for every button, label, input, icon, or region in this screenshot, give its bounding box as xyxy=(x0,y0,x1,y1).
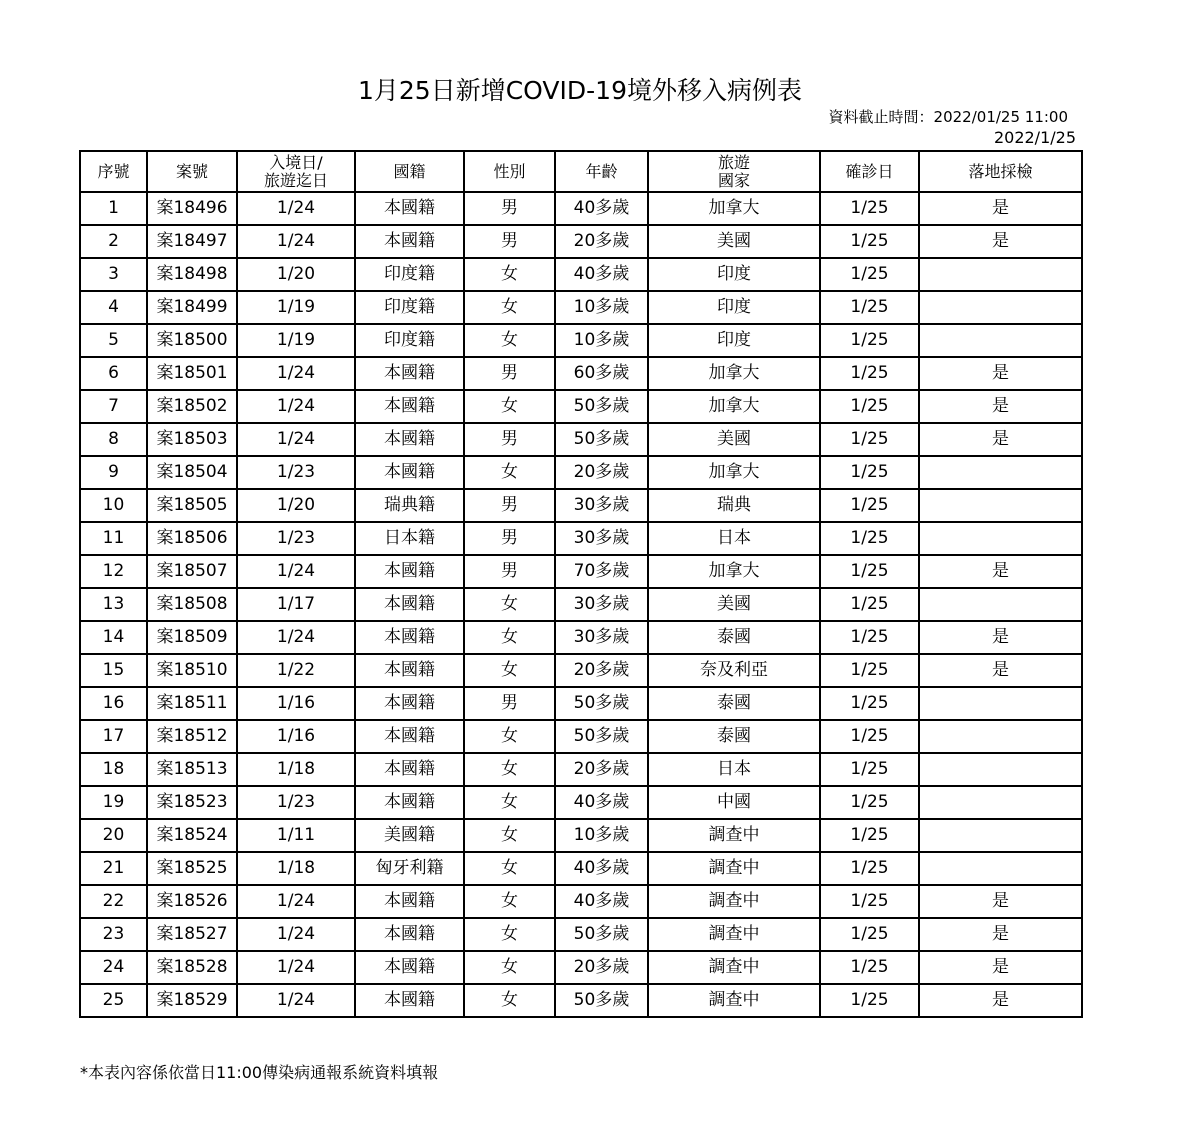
header-entry-date xyxy=(237,151,355,192)
case-table xyxy=(79,150,1083,1018)
cell-seq: 22 xyxy=(80,885,147,918)
cell-case-number: 案18503 xyxy=(147,423,237,456)
cell-seq: 10 xyxy=(80,489,147,522)
cell-entry-date: 1/23 xyxy=(237,456,355,489)
cell-landing-test: 是 xyxy=(919,654,1082,687)
cell-landing-test xyxy=(919,324,1082,357)
cell-entry-date: 1/20 xyxy=(237,489,355,522)
table-row xyxy=(80,852,1082,885)
cell-nationality: 本國籍 xyxy=(355,456,464,489)
cell-sex: 男 xyxy=(464,489,555,522)
header-sex: 性別 xyxy=(464,151,555,192)
cell-landing-test: 是 xyxy=(919,390,1082,423)
cell-seq: 19 xyxy=(80,786,147,819)
cell-case-number: 案18509 xyxy=(147,621,237,654)
cell-landing-test: 是 xyxy=(919,885,1082,918)
cell-case-number: 案18512 xyxy=(147,720,237,753)
cell-sex: 女 xyxy=(464,918,555,951)
cell-sex: 女 xyxy=(464,390,555,423)
cell-age: 30多歲 xyxy=(555,489,648,522)
cell-entry-date: 1/23 xyxy=(237,786,355,819)
cell-sex: 男 xyxy=(464,357,555,390)
cell-case-number: 案18502 xyxy=(147,390,237,423)
cell-travel-country: 調查中 xyxy=(648,819,820,852)
cell-travel-country: 印度 xyxy=(648,291,820,324)
cell-sex: 女 xyxy=(464,720,555,753)
cell-age: 30多歲 xyxy=(555,621,648,654)
cell-age: 20多歲 xyxy=(555,225,648,258)
cell-entry-date: 1/19 xyxy=(237,291,355,324)
cell-age: 20多歲 xyxy=(555,951,648,984)
cell-seq: 8 xyxy=(80,423,147,456)
cell-case-number: 案18498 xyxy=(147,258,237,291)
cell-sex: 女 xyxy=(464,786,555,819)
cell-case-number: 案18507 xyxy=(147,555,237,588)
cell-seq: 13 xyxy=(80,588,147,621)
cell-landing-test xyxy=(919,753,1082,786)
cell-landing-test xyxy=(919,489,1082,522)
cell-seq: 2 xyxy=(80,225,147,258)
cell-travel-country: 泰國 xyxy=(648,720,820,753)
cell-case-number: 案18523 xyxy=(147,786,237,819)
table-row xyxy=(80,918,1082,951)
cell-nationality: 美國籍 xyxy=(355,819,464,852)
cell-landing-test xyxy=(919,687,1082,720)
cell-age: 40多歲 xyxy=(555,852,648,885)
cell-age: 50多歲 xyxy=(555,720,648,753)
cell-sex: 男 xyxy=(464,423,555,456)
cell-travel-country: 加拿大 xyxy=(648,192,820,225)
cell-case-number: 案18496 xyxy=(147,192,237,225)
table-row xyxy=(80,687,1082,720)
header-entry-line1: 入境日/ xyxy=(269,152,323,172)
cell-travel-country: 泰國 xyxy=(648,687,820,720)
table-row xyxy=(80,621,1082,654)
cell-age: 30多歲 xyxy=(555,588,648,621)
cell-nationality: 本國籍 xyxy=(355,225,464,258)
header-age: 年齡 xyxy=(555,151,648,192)
header-seq: 序號 xyxy=(80,151,147,192)
cell-confirm-date: 1/25 xyxy=(820,819,919,852)
cell-nationality: 本國籍 xyxy=(355,390,464,423)
cell-age: 50多歲 xyxy=(555,423,648,456)
cell-travel-country: 美國 xyxy=(648,423,820,456)
cell-landing-test xyxy=(919,258,1082,291)
table-row xyxy=(80,885,1082,918)
cell-case-number: 案18500 xyxy=(147,324,237,357)
cell-landing-test: 是 xyxy=(919,984,1082,1017)
cell-travel-country: 中國 xyxy=(648,786,820,819)
table-row xyxy=(80,654,1082,687)
table-row xyxy=(80,258,1082,291)
table-row xyxy=(80,951,1082,984)
cell-nationality: 本國籍 xyxy=(355,786,464,819)
cell-nationality: 本國籍 xyxy=(355,753,464,786)
cell-seq: 15 xyxy=(80,654,147,687)
cell-sex: 女 xyxy=(464,885,555,918)
cell-confirm-date: 1/25 xyxy=(820,687,919,720)
cell-confirm-date: 1/25 xyxy=(820,918,919,951)
cell-confirm-date: 1/25 xyxy=(820,291,919,324)
cell-seq: 11 xyxy=(80,522,147,555)
cell-seq: 18 xyxy=(80,753,147,786)
cell-sex: 女 xyxy=(464,588,555,621)
cell-sex: 女 xyxy=(464,753,555,786)
cell-entry-date: 1/24 xyxy=(237,951,355,984)
cell-entry-date: 1/18 xyxy=(237,753,355,786)
cell-confirm-date: 1/25 xyxy=(820,720,919,753)
cell-age: 40多歲 xyxy=(555,786,648,819)
table-row xyxy=(80,786,1082,819)
cell-seq: 17 xyxy=(80,720,147,753)
cell-seq: 3 xyxy=(80,258,147,291)
cell-sex: 男 xyxy=(464,522,555,555)
cell-entry-date: 1/24 xyxy=(237,918,355,951)
cell-confirm-date: 1/25 xyxy=(820,621,919,654)
table-row xyxy=(80,555,1082,588)
cell-sex: 女 xyxy=(464,951,555,984)
cell-seq: 12 xyxy=(80,555,147,588)
table-row xyxy=(80,357,1082,390)
cell-confirm-date: 1/25 xyxy=(820,885,919,918)
header-travel-country xyxy=(648,151,820,192)
cell-landing-test: 是 xyxy=(919,951,1082,984)
header-entry-line2: 旅遊迄日 xyxy=(263,170,328,190)
cell-age: 30多歲 xyxy=(555,522,648,555)
cell-confirm-date: 1/25 xyxy=(820,786,919,819)
cell-travel-country: 加拿大 xyxy=(648,390,820,423)
table-row xyxy=(80,588,1082,621)
cell-nationality: 本國籍 xyxy=(355,555,464,588)
cell-confirm-date: 1/25 xyxy=(820,654,919,687)
cell-sex: 女 xyxy=(464,819,555,852)
cell-travel-country: 日本 xyxy=(648,522,820,555)
cell-seq: 7 xyxy=(80,390,147,423)
cell-confirm-date: 1/25 xyxy=(820,324,919,357)
cell-confirm-date: 1/25 xyxy=(820,984,919,1017)
cell-sex: 男 xyxy=(464,192,555,225)
table-row xyxy=(80,291,1082,324)
cell-sex: 男 xyxy=(464,687,555,720)
cell-case-number: 案18508 xyxy=(147,588,237,621)
cell-sex: 女 xyxy=(464,291,555,324)
cell-travel-country: 加拿大 xyxy=(648,357,820,390)
cell-nationality: 印度籍 xyxy=(355,324,464,357)
header-travel-line1: 旅遊 xyxy=(717,152,750,172)
cell-landing-test xyxy=(919,588,1082,621)
cell-confirm-date: 1/25 xyxy=(820,258,919,291)
table-row xyxy=(80,489,1082,522)
case-rows xyxy=(80,192,1082,1017)
cell-nationality: 本國籍 xyxy=(355,885,464,918)
cell-seq: 16 xyxy=(80,687,147,720)
cell-travel-country: 調查中 xyxy=(648,918,820,951)
cell-age: 10多歲 xyxy=(555,819,648,852)
cell-confirm-date: 1/25 xyxy=(820,192,919,225)
cell-age: 60多歲 xyxy=(555,357,648,390)
cell-entry-date: 1/18 xyxy=(237,852,355,885)
cell-nationality: 匈牙利籍 xyxy=(355,852,464,885)
cell-nationality: 本國籍 xyxy=(355,654,464,687)
cell-sex: 女 xyxy=(464,852,555,885)
cell-seq: 14 xyxy=(80,621,147,654)
cell-case-number: 案18525 xyxy=(147,852,237,885)
table-row xyxy=(80,819,1082,852)
cell-entry-date: 1/20 xyxy=(237,258,355,291)
table-row xyxy=(80,423,1082,456)
page-title: 1月25日新增COVID-19境外移入病例表 xyxy=(358,76,802,105)
cell-nationality: 本國籍 xyxy=(355,918,464,951)
cell-age: 20多歲 xyxy=(555,654,648,687)
cell-age: 50多歲 xyxy=(555,984,648,1017)
cell-seq: 4 xyxy=(80,291,147,324)
cell-nationality: 本國籍 xyxy=(355,951,464,984)
cell-sex: 女 xyxy=(464,984,555,1017)
cell-confirm-date: 1/25 xyxy=(820,357,919,390)
cell-entry-date: 1/16 xyxy=(237,720,355,753)
cell-travel-country: 美國 xyxy=(648,225,820,258)
cell-travel-country: 調查中 xyxy=(648,852,820,885)
cell-sex: 女 xyxy=(464,456,555,489)
cell-landing-test: 是 xyxy=(919,621,1082,654)
cell-confirm-date: 1/25 xyxy=(820,423,919,456)
header-row xyxy=(80,151,1082,192)
header-landing-test: 落地採檢 xyxy=(919,151,1082,192)
cell-travel-country: 印度 xyxy=(648,258,820,291)
cell-travel-country: 調查中 xyxy=(648,951,820,984)
cell-confirm-date: 1/25 xyxy=(820,588,919,621)
cell-entry-date: 1/24 xyxy=(237,225,355,258)
cell-entry-date: 1/24 xyxy=(237,357,355,390)
cell-entry-date: 1/22 xyxy=(237,654,355,687)
cell-travel-country: 加拿大 xyxy=(648,555,820,588)
cell-case-number: 案18529 xyxy=(147,984,237,1017)
cell-entry-date: 1/24 xyxy=(237,390,355,423)
cell-entry-date: 1/24 xyxy=(237,192,355,225)
cell-case-number: 案18528 xyxy=(147,951,237,984)
cell-sex: 女 xyxy=(464,324,555,357)
cell-case-number: 案18504 xyxy=(147,456,237,489)
table-row xyxy=(80,522,1082,555)
cell-travel-country: 調查中 xyxy=(648,984,820,1017)
table-row xyxy=(80,984,1082,1017)
cell-confirm-date: 1/25 xyxy=(820,489,919,522)
cell-landing-test: 是 xyxy=(919,357,1082,390)
cell-nationality: 本國籍 xyxy=(355,192,464,225)
cell-age: 40多歲 xyxy=(555,258,648,291)
cell-confirm-date: 1/25 xyxy=(820,753,919,786)
cell-landing-test xyxy=(919,456,1082,489)
cell-entry-date: 1/19 xyxy=(237,324,355,357)
cell-sex: 女 xyxy=(464,258,555,291)
header-case-number: 案號 xyxy=(147,151,237,192)
table-row xyxy=(80,720,1082,753)
cell-seq: 1 xyxy=(80,192,147,225)
cell-seq: 5 xyxy=(80,324,147,357)
cell-entry-date: 1/23 xyxy=(237,522,355,555)
cell-landing-test: 是 xyxy=(919,423,1082,456)
cell-case-number: 案18513 xyxy=(147,753,237,786)
cell-travel-country: 調查中 xyxy=(648,885,820,918)
cell-nationality: 日本籍 xyxy=(355,522,464,555)
report-date: 2022/1/25 xyxy=(993,128,1076,147)
cell-nationality: 本國籍 xyxy=(355,588,464,621)
cell-landing-test xyxy=(919,291,1082,324)
cell-confirm-date: 1/25 xyxy=(820,951,919,984)
cell-age: 20多歲 xyxy=(555,456,648,489)
cell-age: 50多歲 xyxy=(555,687,648,720)
cell-sex: 女 xyxy=(464,621,555,654)
cell-confirm-date: 1/25 xyxy=(820,225,919,258)
cell-sex: 男 xyxy=(464,225,555,258)
cell-seq: 6 xyxy=(80,357,147,390)
cell-travel-country: 日本 xyxy=(648,753,820,786)
cell-landing-test: 是 xyxy=(919,555,1082,588)
cell-nationality: 本國籍 xyxy=(355,357,464,390)
cell-nationality: 印度籍 xyxy=(355,291,464,324)
cell-case-number: 案18501 xyxy=(147,357,237,390)
cell-nationality: 印度籍 xyxy=(355,258,464,291)
cell-confirm-date: 1/25 xyxy=(820,522,919,555)
cell-landing-test xyxy=(919,852,1082,885)
header-nationality: 國籍 xyxy=(355,151,464,192)
cell-travel-country: 印度 xyxy=(648,324,820,357)
cell-nationality: 本國籍 xyxy=(355,423,464,456)
table-row xyxy=(80,390,1082,423)
table-row xyxy=(80,225,1082,258)
cell-travel-country: 加拿大 xyxy=(648,456,820,489)
cell-landing-test: 是 xyxy=(919,192,1082,225)
cell-confirm-date: 1/25 xyxy=(820,852,919,885)
cell-nationality: 本國籍 xyxy=(355,720,464,753)
footnote: *本表內容係依當日11:00傳染病通報系統資料填報 xyxy=(80,1063,439,1082)
cell-landing-test xyxy=(919,819,1082,852)
cell-entry-date: 1/24 xyxy=(237,555,355,588)
cell-confirm-date: 1/25 xyxy=(820,390,919,423)
cell-entry-date: 1/24 xyxy=(237,621,355,654)
cell-age: 50多歲 xyxy=(555,918,648,951)
cell-age: 40多歲 xyxy=(555,192,648,225)
cell-sex: 男 xyxy=(464,555,555,588)
cell-nationality: 本國籍 xyxy=(355,621,464,654)
cell-case-number: 案18499 xyxy=(147,291,237,324)
cell-nationality: 本國籍 xyxy=(355,984,464,1017)
cell-case-number: 案18526 xyxy=(147,885,237,918)
cell-case-number: 案18505 xyxy=(147,489,237,522)
cell-entry-date: 1/24 xyxy=(237,423,355,456)
cell-travel-country: 泰國 xyxy=(648,621,820,654)
cell-case-number: 案18527 xyxy=(147,918,237,951)
cell-entry-date: 1/24 xyxy=(237,885,355,918)
cell-landing-test: 是 xyxy=(919,225,1082,258)
cell-age: 10多歲 xyxy=(555,324,648,357)
cell-age: 70多歲 xyxy=(555,555,648,588)
cell-case-number: 案18524 xyxy=(147,819,237,852)
cell-confirm-date: 1/25 xyxy=(820,456,919,489)
cell-landing-test xyxy=(919,522,1082,555)
cell-age: 50多歲 xyxy=(555,390,648,423)
cell-case-number: 案18510 xyxy=(147,654,237,687)
cell-seq: 21 xyxy=(80,852,147,885)
cell-age: 20多歲 xyxy=(555,753,648,786)
cell-nationality: 本國籍 xyxy=(355,687,464,720)
cell-seq: 9 xyxy=(80,456,147,489)
table-row xyxy=(80,324,1082,357)
cell-landing-test: 是 xyxy=(919,918,1082,951)
table-row xyxy=(80,456,1082,489)
cell-travel-country: 美國 xyxy=(648,588,820,621)
cell-nationality: 瑞典籍 xyxy=(355,489,464,522)
header-confirm-date: 確診日 xyxy=(820,151,919,192)
cell-landing-test xyxy=(919,786,1082,819)
table-row xyxy=(80,753,1082,786)
table-row xyxy=(80,192,1082,225)
data-cutoff-time: 資料截止時間：2022/01/25 11:00 xyxy=(828,108,1068,126)
cell-age: 40多歲 xyxy=(555,885,648,918)
cell-entry-date: 1/17 xyxy=(237,588,355,621)
cell-seq: 25 xyxy=(80,984,147,1017)
cell-seq: 20 xyxy=(80,819,147,852)
cell-confirm-date: 1/25 xyxy=(820,555,919,588)
cell-travel-country: 奈及利亞 xyxy=(648,654,820,687)
cell-entry-date: 1/16 xyxy=(237,687,355,720)
cell-entry-date: 1/24 xyxy=(237,984,355,1017)
cell-age: 10多歲 xyxy=(555,291,648,324)
cell-travel-country: 瑞典 xyxy=(648,489,820,522)
cell-case-number: 案18506 xyxy=(147,522,237,555)
cell-case-number: 案18511 xyxy=(147,687,237,720)
cell-entry-date: 1/11 xyxy=(237,819,355,852)
cell-seq: 23 xyxy=(80,918,147,951)
cell-seq: 24 xyxy=(80,951,147,984)
header-travel-line2: 國家 xyxy=(717,170,750,190)
cell-landing-test xyxy=(919,720,1082,753)
cell-sex: 女 xyxy=(464,654,555,687)
cell-case-number: 案18497 xyxy=(147,225,237,258)
